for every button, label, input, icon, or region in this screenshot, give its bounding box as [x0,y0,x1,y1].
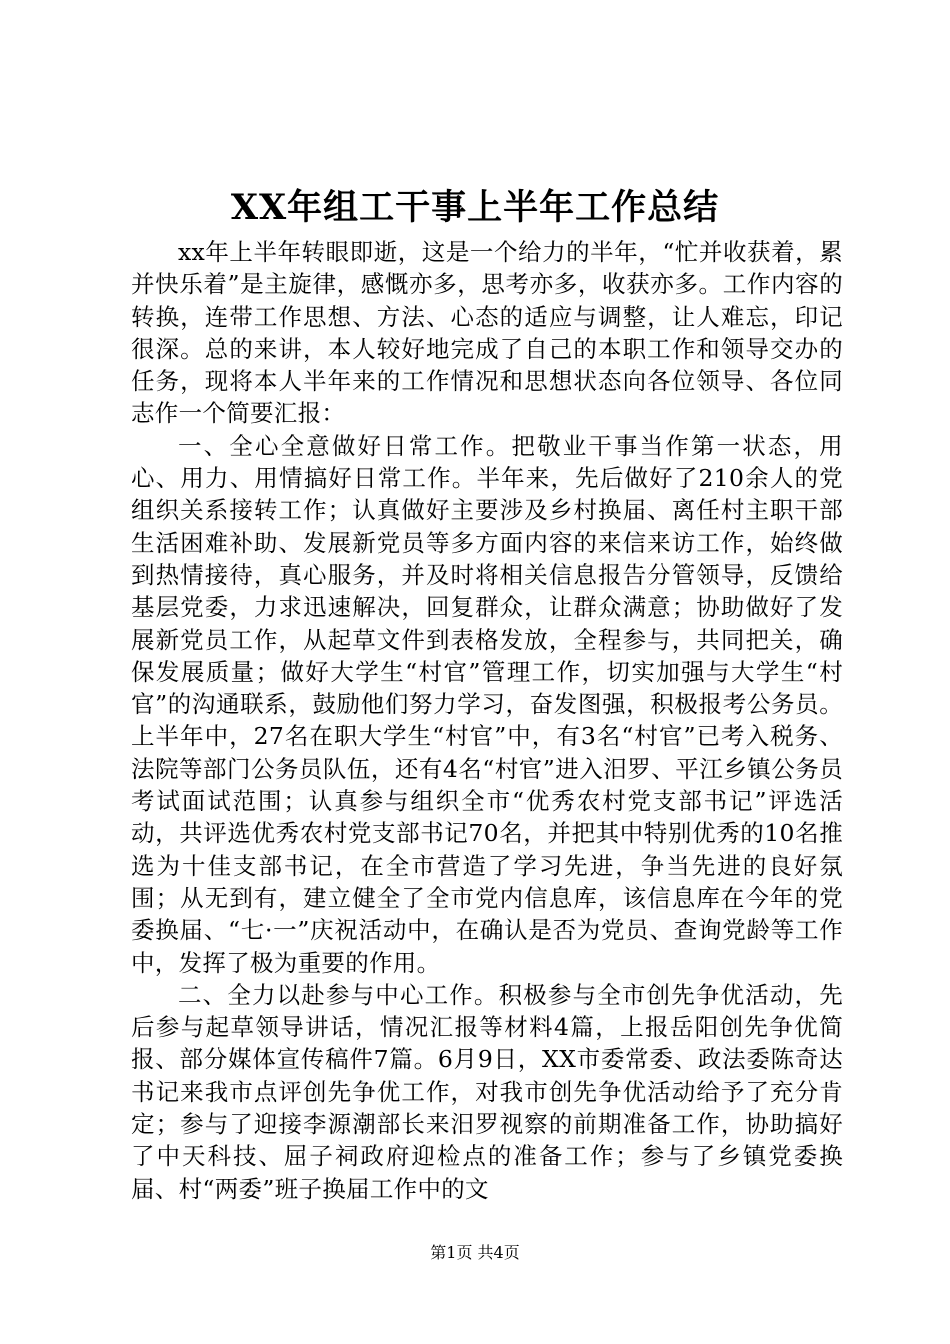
page-footer: 第1页 共4页 [430,1243,520,1262]
paragraph-central-work: 二、全力以赴参与中心工作。积极参与全市创先争优活动，先后参与起草领导讲话，情况汇报等材料4篇，上报岳阳创先争优简报、部分媒体宣传稿件7篇。6月9日，XX市委常委、政法委陈奇达书记来我市点评创先争优工作，对我市创先争优活动给予了充分肯定；参与了迎接李源潮部长来汨罗视察的前期准备工作，协助搞好了中天科技、屈子祠政府迎检点的准备工作；参与了乡镇党委换届、村“两委”班子换届工作中的文 [131,980,843,1203]
document-title: XX年组工干事上半年工作总结 [230,187,720,228]
paragraph-intro: xx年上半年转眼即逝，这是一个给力的半年，“忙并收获着，累并快乐着”是主旋律，感慨亦多，思考亦多，收获亦多。工作内容的转换，连带工作思想、方法、心态的适应与调整，让人难忘，印记很深。总的来讲，本人较好地完成了自己的本职工作和领导交办的任务，现将本人半年来的工作情况和思想状态向各位领导、各位同志作一个简要汇报： [131,238,843,428]
paragraph-daily-work: 一、全心全意做好日常工作。把敬业干事当作第一状态，用心、用力、用情搞好日常工作。半年来，先后做好了210余人的党组织关系接转工作；认真做好主要涉及乡村换届、离任村主职干部生活困难补助、发展新党员等多方面内容的来信来访工作，始终做到热情接待，真心服务，并及时将相关信息报告分管领导，反馈给基层党委，力求迅速解决，回复群众，让群众满意；协助做好了发展新党员工作，从起草文件到表格发放，全程参与，共同把关，确保发展质量；做好大学生“村官”管理工作，切实加强与大学生“村官”的沟通联系，鼓励他们努力学习，奋发图强，积极报考公务员。上半年中，27名在职大学生“村官”中，有3名“村官”已考入税务、法院等部门公务员队伍，还有4名“村官”进入汨罗、平江乡镇公务员考试面试范围；认真参与组织全市“优秀农村党支部书记”评选活动，共评选优秀农村党支部书记70名，并把其中特别优秀的10名推选为十佳支部书记，在全市营造了学习先进，争当先进的良好氛围；从无到有，建立健全了全市党内信息库，该信息库在今年的党委换届、“七·一”庆祝活动中，在确认是否为党员、查询党龄等工作中，发挥了极为重要的作用。 [131,431,843,977]
document-body [131,236,843,1205]
